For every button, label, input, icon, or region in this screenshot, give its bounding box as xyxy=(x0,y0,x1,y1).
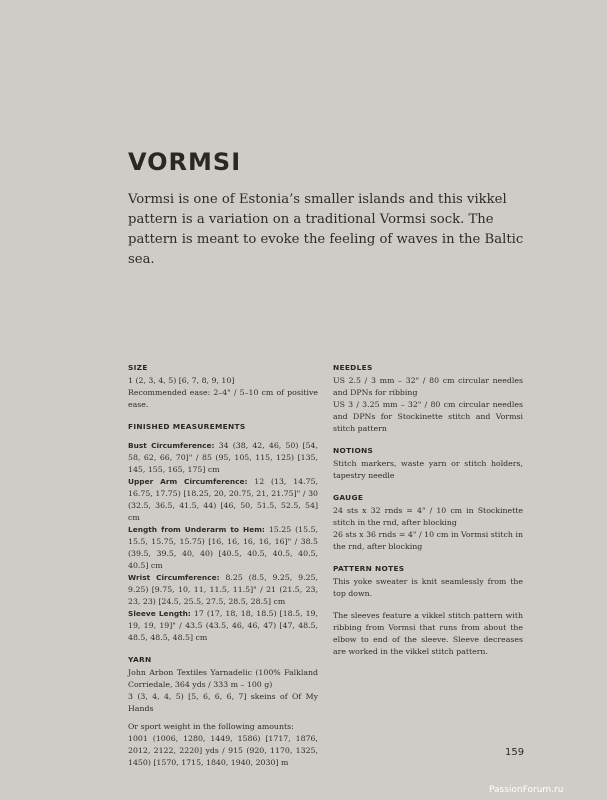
gauge-heading: GAUGE xyxy=(333,493,364,502)
intro-paragraph: Vormsi is one of Estonia’s smaller islands and this vikkel pattern is a variation on a traditional Vormsi sock. The pattern is meant to evoke the feeling of waves in the Baltic sea. xyxy=(128,192,524,267)
left-column xyxy=(128,362,318,769)
right-column xyxy=(333,362,523,658)
measurement-upper-arm xyxy=(128,476,318,524)
yarn-heading: YARN xyxy=(128,655,152,664)
needles-heading: NEEDLES xyxy=(333,363,373,372)
yarn-skeins: 3 (3, 4, 4, 5) [5, 6, 6, 6, 7] skeins of Of My Hands xyxy=(128,692,318,713)
yarn-description: John Arbon Textiles Yarnadelic (100% Falkland Corriedale, 364 yds / 333 m – 100 g) xyxy=(128,668,318,689)
measurement-wrist xyxy=(128,572,318,608)
measurement-label: Sleeve Length: xyxy=(128,609,191,618)
measurement-label: Wrist Circumference: xyxy=(128,573,220,582)
measurement-value: 17 (17, 18, 18, 18.5) [18.5, 19, 19, 19, 19]" / 43.5 (43.5, 46, 46, 47) [47, 48.5, 48.5, 48.5, 48.5] cm xyxy=(128,609,318,642)
notions-line: Stitch markers, waste yarn or stitch holders, tapestry needle xyxy=(333,459,523,480)
gauge-line: 24 sts x 32 rnds = 4" / 10 cm in Stockinette stitch in the rnd, after blocking xyxy=(333,506,523,527)
measurement-label: Length from Underarm to Hem: xyxy=(128,525,265,534)
size-line: 1 (2, 3, 4, 5) [6, 7, 8, 9, 10] xyxy=(128,376,235,385)
sport-weight-amounts: 1001 (1006, 1280, 1449, 1586) [1717, 1876, 2012, 2122, 2220] yds / 915 (920, 1170, 1325, 1450) [1570, 1715, 1840, 1940, 2030] m xyxy=(128,734,318,767)
pattern-notes-paragraph: This yoke sweater is knit seamlessly from the top down. xyxy=(333,577,523,598)
pattern-notes-paragraph: The sleeves feature a vikkel stitch pattern with ribbing from Vormsi that runs from about the elbow to end of the sleeve. Sleeve decreases are worked in the vikkel stitch pattern. xyxy=(333,611,523,656)
page-number: 159 xyxy=(505,747,525,758)
measurement-bust xyxy=(128,440,318,476)
notions-heading: NOTIONS xyxy=(333,446,374,455)
measurement-length xyxy=(128,524,318,572)
pattern-notes-heading: PATTERN NOTES xyxy=(333,564,405,573)
pattern-title: VORMSI xyxy=(128,148,242,176)
measurement-value: 15.25 (15.5, 15.5, 15.75, 15.75) [16, 16, 16, 16, 16]" / 38.5 (39.5, 39.5, 40, 40) [40.5, 40.5, 40.5, 40.5, 40.5] cm xyxy=(128,525,318,570)
needles-line: US 3 / 3.25 mm – 32" / 80 cm circular needles and DPNs for Stockinette stitch and Vormsi stitch pattern xyxy=(333,400,523,433)
needles-line: US 2.5 / 3 mm – 32" / 80 cm circular needles and DPNs for ribbing xyxy=(333,376,523,397)
measurement-label: Upper Arm Circumference: xyxy=(128,477,248,486)
measurement-label: Bust Circumference: xyxy=(128,441,215,450)
measurement-value: 34 (38, 42, 46, 50) [54, 58, 62, 66, 70]" / 85 (95, 105, 115, 125) [135, 145, 155, 165, 175] cm xyxy=(128,441,318,474)
ease-line: Recommended ease: 2–4" / 5–10 cm of positive ease. xyxy=(128,388,318,409)
sport-weight-intro: Or sport weight in the following amounts: xyxy=(128,722,294,731)
measurement-value: 12 (13, 14.75, 16.75, 17.75) [18.25, 20, 20.75, 21, 21.75]" / 30 (32.5, 36.5, 41.5, 44) [46, 50, 51.5, 52.5, 54] cm xyxy=(128,477,318,522)
watermark: PassionForum.ru xyxy=(489,785,564,795)
measurement-sleeve xyxy=(128,608,318,644)
finished-measurements-heading: FINISHED MEASUREMENTS xyxy=(128,422,246,431)
gauge-line: 26 sts x 36 rnds = 4" / 10 cm in Vormsi stitch in the rnd, after blocking xyxy=(333,530,523,551)
measurement-value: 8.25 (8.5, 9.25, 9.25, 9.25) [9.75, 10, 11, 11.5, 11.5]" / 21 (21.5, 23, 23, 23) [24.5, 25.5, 27.5, 28.5, 28.5] cm xyxy=(128,573,318,606)
size-heading: SIZE xyxy=(128,363,148,372)
